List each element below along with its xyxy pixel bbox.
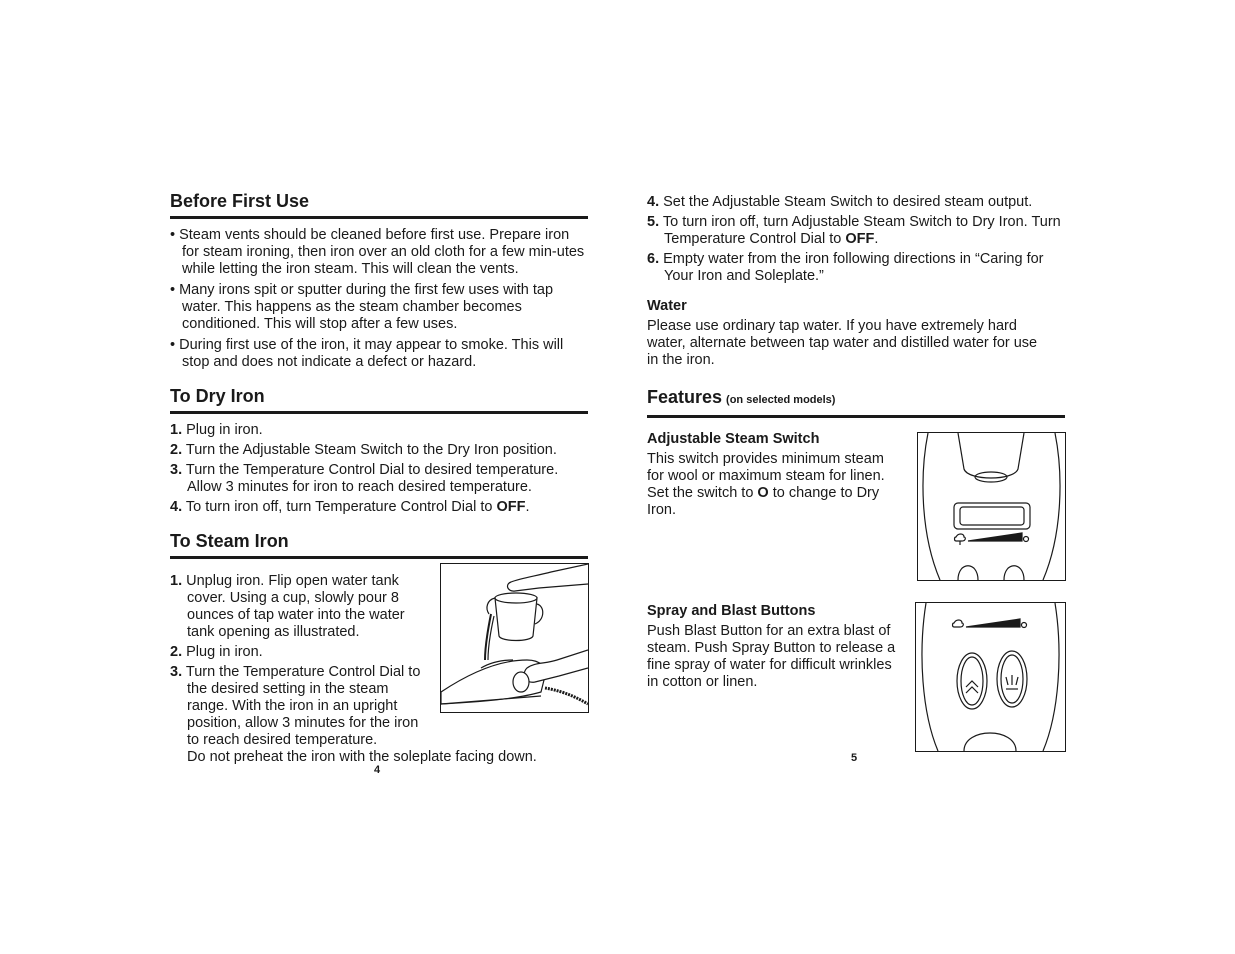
step-number: 2. [170, 442, 183, 458]
steam-switch-illustration [917, 432, 1066, 581]
dry-iron-steps [170, 422, 588, 516]
page-number: 4 [374, 764, 381, 776]
list-item [647, 251, 1065, 285]
steam-switch-feature [647, 430, 1065, 600]
step-number: 4. [647, 194, 660, 210]
step-text-end: . [874, 231, 879, 247]
step-text: Set the Adjustable Steam Switch to desired steam output. [663, 194, 1033, 210]
off-label: OFF [845, 231, 875, 247]
spray-blast-buttons-icon [916, 603, 1065, 751]
list-item [647, 194, 1065, 211]
step-number: 5. [647, 214, 660, 230]
dry-symbol-label: O [757, 485, 769, 501]
before-first-use-list [170, 227, 588, 371]
step-number: 1. [170, 422, 183, 438]
spray-blast-illustration [915, 602, 1066, 752]
dry-iron-section [170, 385, 588, 516]
left-page [170, 190, 588, 780]
features-title: Features [647, 387, 723, 407]
list-item: • Steam vents should be cleaned before first use. Prepare iron for steam ironing, then iron over an old cloth for a few min-utes while letting the iron steam. This will clean the vents. [170, 227, 585, 277]
water-text: Please use ordinary tap water. If you have extremely hard water, alternate between tap water and distilled water for use in the iron. [647, 318, 1038, 368]
list-item: • During first use of the iron, it may appear to smoke. This will stop and does not indicate a defect or hazard. [170, 337, 564, 370]
step-number: 2. [170, 644, 183, 660]
step-text: Empty water from the iron following directions in “Caring for Your Iron and Soleplate.” [663, 251, 1044, 284]
dry-iron-heading: To Dry Iron [170, 385, 588, 414]
list-item [170, 644, 432, 661]
step-number: 3. [170, 664, 183, 680]
steam-switch-heading: Adjustable Steam Switch [647, 431, 820, 447]
before-first-use-heading: Before First Use [170, 190, 588, 219]
water-heading: Water [647, 298, 687, 314]
steam-iron-heading: To Steam Iron [170, 530, 588, 559]
steam-iron-steps [170, 573, 432, 749]
list-item: • Many irons spit or sputter during the first few uses with tap water. This happens as the steam chamber becomes conditioned. This will stop after a few uses. [170, 282, 554, 332]
steam-iron-section [170, 530, 588, 766]
list-item [647, 214, 1065, 248]
step-text: Unplug iron. Flip open water tank cover. Using a cup, slowly pour 8 ounces of tap water into the water tank opening as illustrated. [186, 573, 405, 640]
spray-blast-heading: Spray and Blast Buttons [647, 603, 816, 619]
steam-iron-note: Do not preheat the iron with the soleplate facing down. [187, 749, 537, 765]
step-number: 6. [647, 251, 660, 267]
list-item [170, 442, 588, 459]
steam-switch-icon [918, 433, 1065, 580]
spray-blast-text: Push Blast Button for an extra blast of steam. Push Spray Button to release a fine spray of water for difficult wrinkles in cotton or linen. [647, 623, 896, 690]
right-page [647, 190, 1065, 764]
step-text-end: . [525, 499, 530, 515]
pour-water-illustration [440, 563, 589, 713]
pour-water-icon [441, 564, 588, 712]
step-number: 3. [170, 462, 183, 478]
features-note: (on selected models) [726, 394, 836, 406]
step-text: Plug in iron. [186, 644, 263, 660]
page-number: 5 [851, 752, 858, 764]
list-item [170, 499, 588, 516]
steam-switch-text [647, 451, 902, 519]
before-first-use-section [170, 190, 588, 371]
spray-blast-feature [647, 602, 1065, 752]
step-text: Turn the Temperature Control Dial to desired temperature. Allow 3 minutes for iron to reach desired temperature. [185, 462, 559, 495]
step-text: Turn the Temperature Control Dial to the desired setting in the steam range. With the iron in an upright position, allow 3 minutes for the iron to reach desired temperature. [185, 664, 421, 748]
step-text: Plug in iron. [186, 422, 263, 438]
step-text: To turn iron off, turn Temperature Control Dial to [185, 499, 497, 515]
steam-switch-text-start: This switch provides minimum steam for wool or maximum steam for linen. Set the switch to [647, 451, 885, 501]
step-number: 1. [170, 573, 183, 589]
list-item [170, 422, 588, 439]
step-number: 4. [170, 499, 183, 515]
features-section [647, 386, 1065, 752]
steam-switch-text-end: to change to Dry Iron. [647, 485, 880, 518]
list-item [170, 664, 432, 749]
step-text: Turn the Adjustable Steam Switch to the Dry Iron position. [185, 442, 557, 458]
list-item [170, 462, 588, 496]
list-item [170, 573, 432, 641]
features-heading [647, 386, 1065, 418]
step-text: To turn iron off, turn Adjustable Steam Switch to Dry Iron. Turn Temperature Control Dial to [662, 214, 1061, 247]
steam-iron-steps-continued [647, 194, 1065, 285]
off-label: OFF [496, 499, 526, 515]
water-section [647, 297, 1065, 369]
